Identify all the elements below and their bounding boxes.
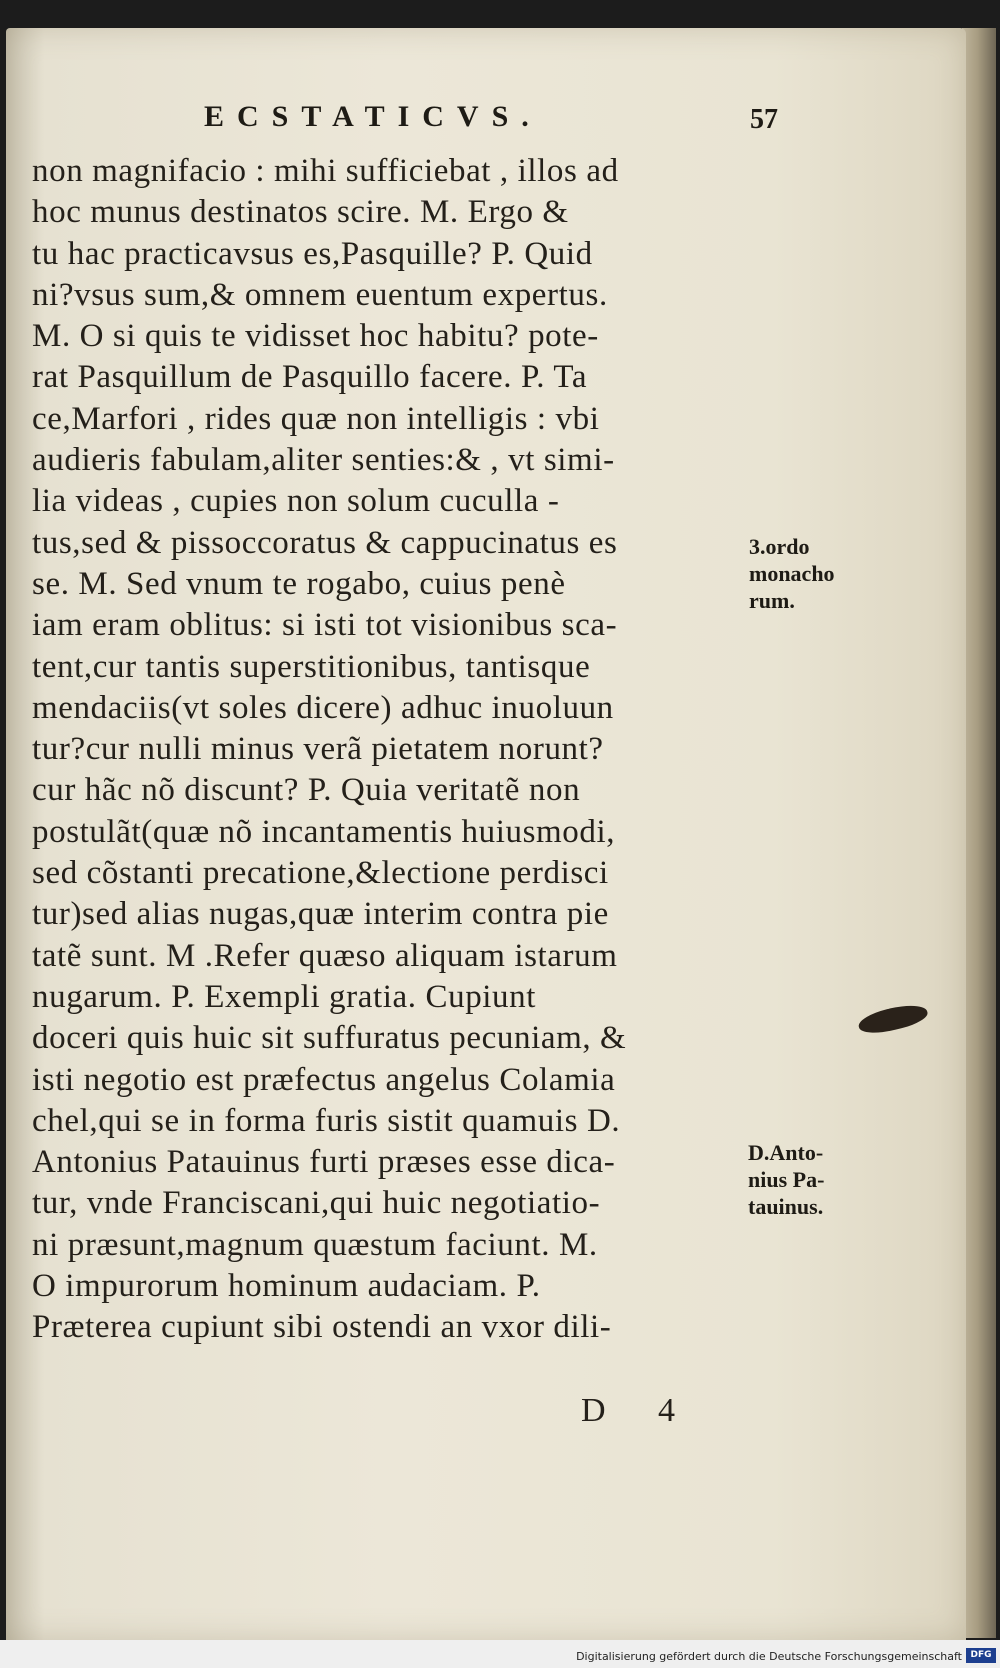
text-line: ni præsunt,magnum quæstum faciunt. M.	[32, 1226, 598, 1263]
page-number: 57	[750, 104, 778, 135]
text-line: tur?cur nulli minus verã pietatem norunt?	[32, 731, 604, 768]
text-line: Antonius Patauinus furti præses esse dica-	[32, 1144, 616, 1181]
text-line: M. O si quis te vidisset hoc habitu? pote-	[32, 318, 599, 355]
text-line: doceri quis huic sit suffuratus pecuniam, &	[32, 1020, 627, 1057]
marginal-line: D.Anto-	[748, 1140, 824, 1165]
signature-mark: D 4	[581, 1392, 698, 1429]
text-line: cur hãc nõ discunt? P. Quia veritatẽ non	[32, 772, 581, 809]
text-line: audieris fabulam,aliter senties:& , vt simi-	[32, 442, 615, 479]
running-head: ECSTATICVS.	[204, 100, 542, 133]
book-page	[6, 28, 966, 1640]
text-line: Præterea cupiunt sibi ostendi an vxor dili-	[32, 1309, 612, 1346]
text-line: tent,cur tantis superstitionibus, tantisque	[32, 648, 591, 685]
text-line: tur, vnde Franciscani,qui huic negotiatio-	[32, 1185, 601, 1222]
text-line: O impurorum hominum audaciam. P.	[32, 1268, 541, 1305]
ink-blot	[856, 1000, 929, 1038]
text-line: isti negotio est præfectus angelus Colamia	[32, 1061, 616, 1098]
marginal-line: 3.ordo	[749, 534, 810, 559]
text-line: se. M. Sed vnum te rogabo, cuius penè	[32, 565, 566, 602]
page-body	[32, 151, 762, 1349]
footer-credit: Digitalisierung gefördert durch die Deutsche Forschungsgemeinschaft	[576, 1650, 962, 1663]
page-edge	[962, 28, 996, 1638]
text-line: tu hac practicavsus es,Pasquille? P. Quid	[32, 235, 593, 272]
text-line: chel,qui se in forma furis sistit quamuis D.	[32, 1102, 621, 1139]
text-line: mendaciis(vt soles dicere) adhuc inuoluun	[32, 689, 614, 726]
marginal-line: nius Pa-	[748, 1167, 825, 1192]
marginal-line: tauinus.	[748, 1194, 824, 1219]
text-line: ni?vsus sum,& omnem euentum expertus.	[32, 276, 608, 313]
dfg-logo: DFG	[966, 1648, 996, 1663]
marginal-line: rum.	[749, 588, 795, 613]
marginal-line: monacho	[749, 561, 835, 586]
text-line: tatẽ sunt. M .Refer quæso aliquam istarum	[32, 937, 618, 974]
text-line: ce,Marfori , rides quæ non intelligis : vbi	[32, 400, 600, 437]
text-line: postulãt(quæ nõ incantamentis huiusmodi,	[32, 813, 616, 850]
text-line: iam eram oblitus: si isti tot visionibus sca-	[32, 607, 618, 644]
text-line: lia videas , cupies non solum cuculla -	[32, 483, 560, 520]
text-line: tur)sed alias nugas,quæ interim contra pie	[32, 896, 609, 933]
text-line: tus,sed & pissoccoratus & cappucinatus es	[32, 524, 618, 561]
text-line: rat Pasquillum de Pasquillo facere. P. Ta	[32, 359, 588, 396]
marginal-note-ordo	[749, 533, 835, 614]
text-line: non magnifacio : mihi sufficiebat , illos ad	[32, 153, 619, 189]
text-line: nugarum. P. Exempli gratia. Cupiunt	[32, 978, 537, 1015]
text-line: hoc munus destinatos scire. M. Ergo &	[32, 194, 569, 231]
marginal-note-antonius	[748, 1139, 824, 1220]
text-line: sed cõstanti precatione,&lectione perdisci	[32, 855, 609, 892]
